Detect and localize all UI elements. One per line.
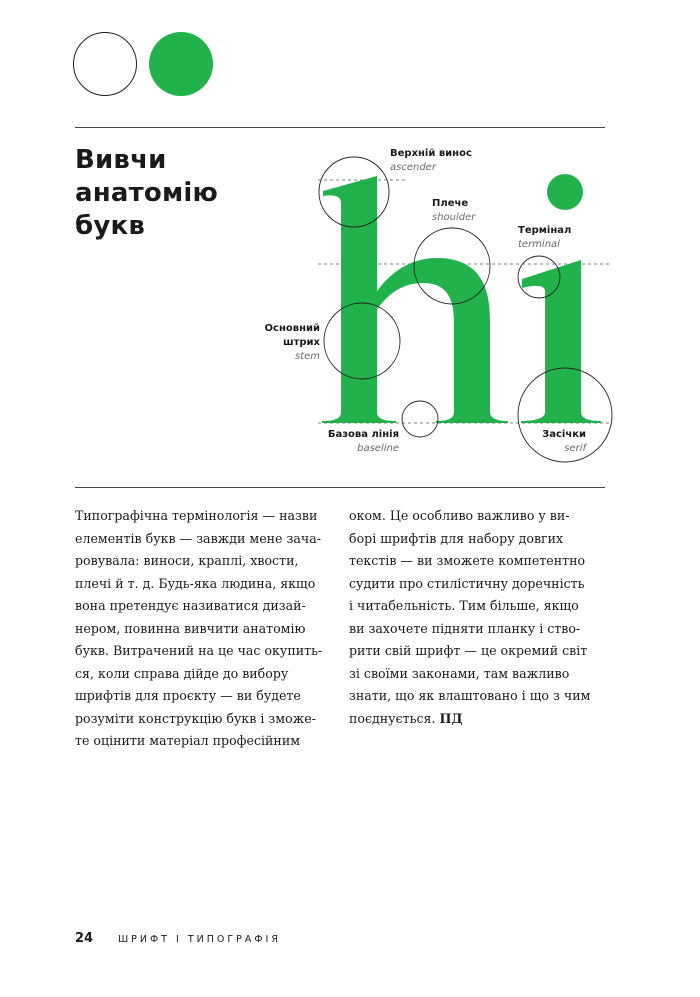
label-stem-en: stem — [294, 351, 320, 362]
label-baseline-term: Базова лінія — [327, 429, 399, 440]
label-serif-term: Засічки — [542, 429, 586, 440]
page-number: 24 — [75, 931, 94, 946]
label-ascender — [390, 147, 472, 175]
body-line: знати, що як влаштовано і що з чим — [349, 688, 591, 703]
label-serif-en: serif — [564, 443, 586, 454]
label-stem-term-1: Основний — [264, 323, 320, 334]
body-line: ви захочете підняти планку і ство- — [349, 620, 581, 636]
body-line-last — [349, 708, 590, 731]
body-line: текстів — ви зможете компетентно — [349, 553, 586, 568]
label-shoulder — [432, 197, 475, 225]
letter-h-glyph — [322, 176, 508, 423]
label-ascender-term: Верхній винос — [390, 148, 472, 159]
body-line: борі шрифтів для набору довгих — [349, 530, 564, 546]
body-line: те оцінити матеріал професійним — [75, 733, 301, 748]
body-line: вона претендує називатися дизай- — [75, 598, 306, 613]
label-baseline-en: baseline — [357, 443, 399, 454]
label-terminal — [518, 224, 571, 252]
label-stem — [256, 322, 320, 364]
page-title-line-3: букв — [75, 211, 146, 241]
body-line: букв. Витрачений на це час окупить- — [75, 643, 323, 658]
baseline-highlight-circle — [402, 401, 438, 437]
label-shoulder-term: Плече — [432, 198, 469, 209]
body-line: ровувала: виноси, краплі, хвости, — [75, 553, 299, 568]
author-signature: ПД — [439, 710, 463, 726]
body-column-2 — [349, 505, 590, 730]
label-stem-term-2: штрих — [282, 337, 320, 348]
label-baseline — [320, 428, 399, 456]
body-line: шрифтів для проєкту — ви будете — [75, 688, 301, 703]
body-column-1 — [75, 505, 322, 753]
running-title: ШРИФТ І ТИПОГРАФІЯ — [118, 934, 281, 945]
label-ascender-en: ascender — [390, 162, 436, 173]
body-line: ся, коли справа дійде до вибору — [75, 665, 289, 681]
body-line: зі своїми законами, там важливо — [349, 665, 570, 681]
label-serif — [530, 428, 586, 456]
body-line: плечі й т. д. Будь-яка людина, якщо — [75, 575, 316, 591]
body-line: розуміти конструкцію букв і зможе- — [75, 710, 316, 726]
page-title-line-2: анатомію — [75, 178, 219, 208]
letter-i-glyph — [521, 174, 601, 423]
body-line: нером, повинна вивчити анатомію — [75, 620, 306, 636]
body-last-words: поєднується. — [349, 710, 436, 726]
page-title-line-1: Вивчи — [75, 145, 167, 175]
body-line: елементів букв — завжди мене зача- — [75, 530, 321, 546]
label-shoulder-en: shoulder — [432, 212, 476, 223]
label-terminal-term: Термінал — [518, 225, 572, 236]
body-line: Типографічна термінологія — назви — [75, 508, 318, 523]
body-line: оком. Це особливо важливо у ви- — [349, 508, 570, 523]
i-dot — [547, 174, 583, 210]
body-line: судити про стилістичну доречність — [349, 575, 585, 591]
body-line: і читабельність. Тим більше, якщо — [349, 598, 579, 613]
label-terminal-en: terminal — [518, 239, 560, 250]
body-line: рити свій шрифт — це окремий світ — [349, 643, 588, 658]
